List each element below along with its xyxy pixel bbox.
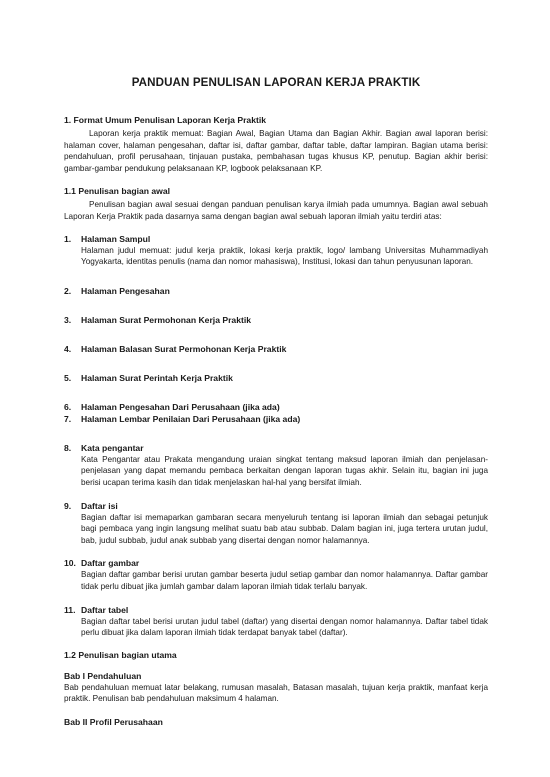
list-item-number: 8.: [64, 442, 72, 453]
list-item: [64, 604, 488, 639]
list-item-description: Kata Pengantar atau Prakata mengandung uraian singkat tentang maksud laporan ilmiah dan penjelasan-penjelasan yang dapat memandu pembaca berkaitan dengan laporan tugas akhir. Selain itu, bagian ini juga berisi ucapan terima kasih dan tidak menjelaskan hal-hal yang bersifat ilmiah.: [81, 454, 488, 487]
list-item-title: Halaman Lembar Penilaian Dari Perusahaan (jika ada): [81, 413, 301, 424]
list-item: [64, 442, 488, 489]
list-item-title: Kata pengantar: [81, 442, 144, 453]
section-1-1: [64, 185, 488, 222]
document-page: [64, 76, 488, 728]
list-item-title: Halaman Pengesahan Dari Perusahaan (jika ada): [81, 401, 280, 412]
list-item-title: Halaman Balasan Surat Permohonan Kerja Praktik: [81, 343, 287, 354]
list-item-description: Bagian daftar isi memaparkan gambaran secara menyeluruh tentang isi laporan ilmiah dan sebagai petunjuk bagi pembaca yang ingin langsung melihat suatu bab atau subbab. Dalam bagian ini, juga tertera urutan judul, bab, judul subbab, judul anak subbab yang disertai dengan nomor halamannya.: [81, 512, 488, 545]
list-item-title: Halaman Pengesahan: [81, 285, 170, 296]
list-item-number: 10.: [64, 558, 76, 569]
section-1-paragraph: Laporan kerja praktik memuat: Bagian Awal, Bagian Utama dan Bagian Akhir. Bagian awal laporan berisi: halaman cover, halaman pengesahan, daftar isi, daftar gambar, daftar table, daftar lampiran. Bagian utama berisi: pendahuluan, profil perusahaan, tinjauan pustaka, pembahasan tugas khusus KP, penutup. Bagian akhir berisi: gambar-gambar pendukung pelaksanaan KP, logbook pelaksanaan KP.: [64, 129, 488, 173]
list-item-description: Bagian daftar gambar berisi urutan gambar beserta judul setiap gambar dan nomor halamannya. Daftar gambar tidak perlu dibuat jika jumlah gambar dalam laporan ilmiah tidak terlalu banyak.: [81, 570, 488, 591]
list-item-title: Halaman Sampul: [81, 233, 151, 244]
bab-1-block: [64, 670, 488, 705]
bab-1-paragraph: Bab pendahuluan memuat latar belakang, rumusan masalah, Batasan masalah, tujuan kerja praktik, manfaat kerja praktik. Penulisan bab pendahuluan maksimum 4 halaman.: [64, 682, 488, 704]
list-item: [64, 557, 488, 592]
list-item-number: 6.: [64, 401, 72, 412]
list-item-number: 9.: [64, 500, 72, 511]
list-item: [64, 401, 488, 413]
list-item: [64, 413, 488, 425]
list-item-title: Halaman Surat Perintah Kerja Praktik: [81, 372, 233, 383]
bab-2-block: [64, 716, 488, 728]
section-1-1-paragraph: Penulisan bagian awal sesuai dengan panduan penulisan karya ilmiah pada umumnya. Bagian awal sebuah Laporan Kerja Praktik pada dasarnya sama dengan bagian awal sebuah laporan ilmiah yaitu terdiri atas:: [64, 200, 488, 221]
list-item-description: Bagian daftar tabel berisi urutan judul tabel (daftar) yang disertai dengan nomor halamannya. Daftar tabel tidak perlu dibuat jika dalam laporan ilmiah tidak terdapat banyak tabel (daftar).: [81, 616, 488, 638]
document-title: PANDUAN PENULISAN LAPORAN KERJA PRAKTIK: [131, 76, 421, 89]
list-item: [64, 233, 488, 268]
list-item-number: 2.: [64, 285, 72, 296]
list-item-title: Daftar isi: [81, 500, 118, 511]
front-matter-list: [64, 233, 488, 639]
section-1-1-heading: 1.1 Penulisan bagian awal: [64, 186, 171, 197]
list-item: [64, 314, 488, 326]
bab-1-title: Bab I Pendahuluan: [64, 670, 142, 681]
list-item-number: 5.: [64, 372, 72, 383]
list-item-number: 7.: [64, 413, 72, 424]
section-1-heading: 1. Format Umum Penulisan Laporan Kerja Praktik: [64, 115, 267, 125]
list-item-title: Halaman Surat Permohonan Kerja Praktik: [81, 314, 252, 325]
list-item: [64, 372, 488, 384]
list-item-number: 11.: [64, 604, 76, 615]
bab-2-title: Bab II Profil Perusahaan: [64, 716, 163, 727]
list-item: [64, 285, 488, 297]
list-item-title: Daftar gambar: [81, 558, 140, 569]
section-1-2-heading: 1.2 Penulisan bagian utama: [64, 649, 177, 660]
list-item-number: 3.: [64, 314, 72, 325]
list-item-description: Halaman judul memuat: judul kerja praktik, lokasi kerja praktik, logo/ lambang Universitas Muhammadiyah Yogyakarta, identitas penulis (nama dan nomor mahasiswa), Institusi, lokasi dan tahun penyusunan laporan.: [81, 245, 488, 267]
list-item: [64, 500, 488, 547]
list-item-title: Daftar tabel: [81, 604, 129, 615]
list-item: [64, 343, 488, 355]
list-item-number: 1.: [64, 233, 72, 244]
section-1: [64, 114, 488, 174]
section-1-2: [64, 649, 488, 728]
list-item-number: 4.: [64, 343, 72, 354]
